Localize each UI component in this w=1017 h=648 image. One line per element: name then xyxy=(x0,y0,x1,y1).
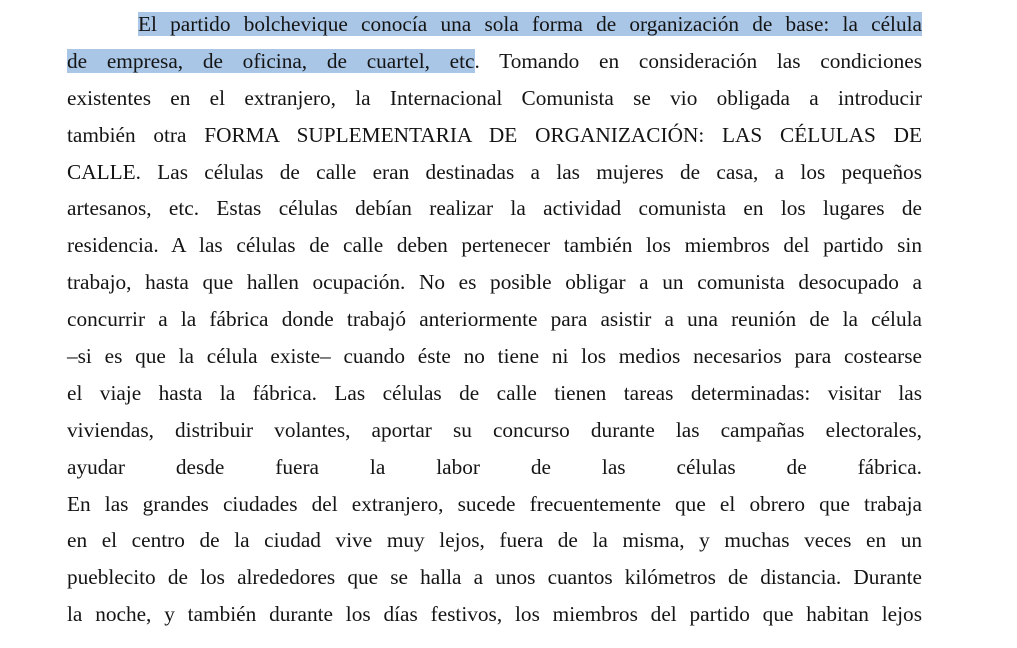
line-text: pueblecito de los alrededores que se halla a unos cuantos kilómetros de distancia. Durante xyxy=(67,565,922,590)
text-line-5 xyxy=(67,154,922,191)
text-line-12 xyxy=(67,412,922,449)
line-text: ayudar desde fuera la labor de las células de fábrica. xyxy=(67,454,922,479)
text-line-8 xyxy=(67,264,922,301)
line-text: en el centro de la ciudad vive muy lejos, fuera de la misma, y muchas veces en un xyxy=(67,528,922,553)
text-line-15 xyxy=(67,522,922,559)
text-line-14 xyxy=(67,486,922,523)
text-line-7 xyxy=(67,227,922,264)
line-text: existentes en el extranjero, la Internacional Comunista se vio obligada a introducir xyxy=(67,85,922,110)
line-text: viviendas, distribuir volantes, aportar su concurso durante las campañas electorales, xyxy=(67,417,922,442)
document-body[interactable] xyxy=(67,6,922,633)
line-text: En las grandes ciudades del extranjero, sucede frecuentemente que el obrero que trabaja xyxy=(67,491,922,516)
selected-text[interactable]: de empresa, de oficina, de cuartel, etc xyxy=(67,48,475,73)
line-text: artesanos, etc. Estas células debían realizar la actividad comunista en los lugares de xyxy=(67,196,922,221)
text-line-10 xyxy=(67,338,922,375)
text-line-11 xyxy=(67,375,922,412)
text-line-1 xyxy=(67,6,922,43)
line-text: –si es que la célula existe– cuando éste no tiene ni los medios necesarios para costearse xyxy=(67,344,922,369)
line-text: también otra FORMA SUPLEMENTARIA DE ORGANIZACIÓN: LAS CÉLULAS DE xyxy=(67,122,922,147)
text-line-2 xyxy=(67,43,922,80)
line-text: el viaje hasta la fábrica. Las células de calle tienen tareas determinadas: visitar las xyxy=(67,380,922,405)
text-line-16 xyxy=(67,559,922,596)
text-line-9 xyxy=(67,301,922,338)
text-line-4 xyxy=(67,117,922,154)
selected-text[interactable]: El partido bolchevique conocía una sola forma de organización de base: la célula xyxy=(138,12,922,36)
line-text: concurrir a la fábrica donde trabajó anteriormente para asistir a una reunión de la célula xyxy=(67,307,922,332)
text-line-17 xyxy=(67,596,922,633)
line-text: trabajo, hasta que hallen ocupación. No es posible obligar a un comunista desocupado a xyxy=(67,270,922,295)
line-text: CALLE. Las células de calle eran destinadas a las mujeres de casa, a los pequeños xyxy=(67,159,922,184)
line-text: residencia. A las células de calle deben pertenecer también los miembros del partido sin xyxy=(67,233,922,258)
text-line-13 xyxy=(67,449,922,486)
text-line-3 xyxy=(67,80,922,117)
line-text: . Tomando en consideración las condiciones xyxy=(474,48,922,73)
text-line-6 xyxy=(67,190,922,227)
line-text: la noche, y también durante los días festivos, los miembros del partido que habitan lejos xyxy=(67,602,922,627)
